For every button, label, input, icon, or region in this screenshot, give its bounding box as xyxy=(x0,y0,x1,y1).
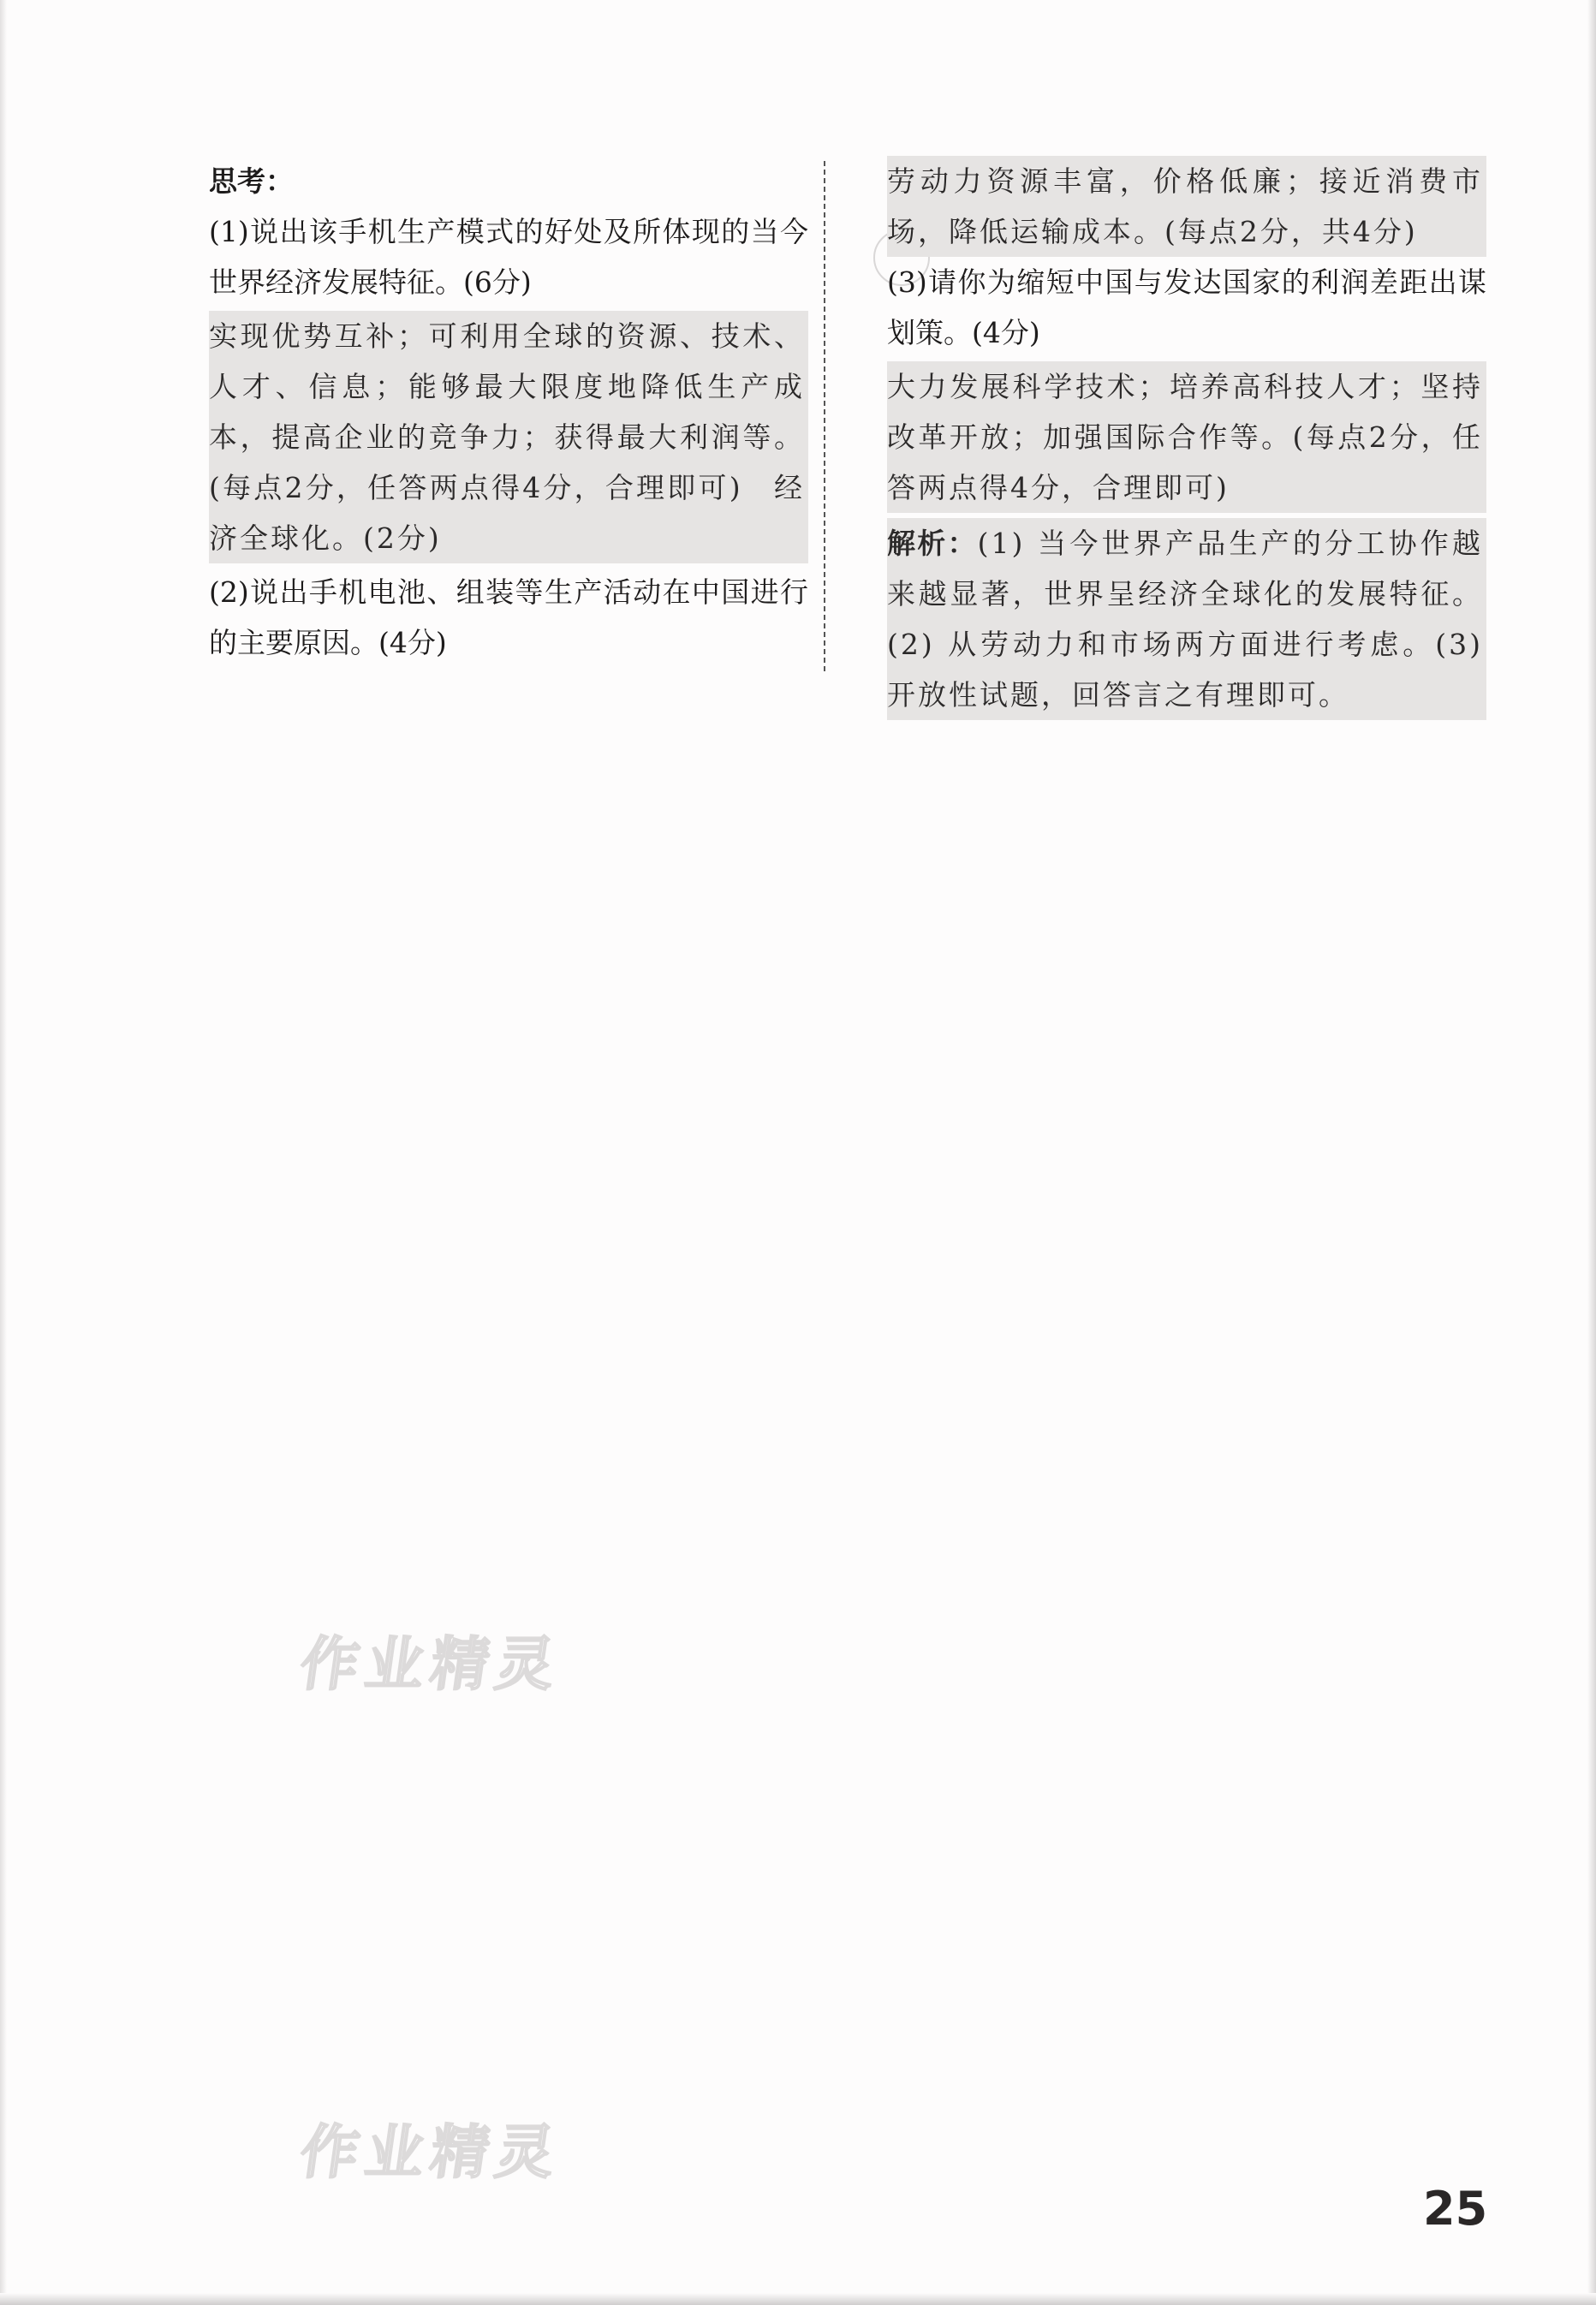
watermark-lower: 作业精灵 xyxy=(295,2119,566,2187)
analysis-text: (1) 当今世界产品生产的分工协作越来越显著，世界呈经济全球化的发展特征。(2) 从劳动力和市场两方面进行考虑。(3) 开放性试题，回答言之有理即可。 xyxy=(887,527,1484,712)
watermark-upper: 作业精灵 xyxy=(295,1631,566,1699)
page-edge-right xyxy=(1587,0,1596,2305)
question-3: (3)请你为缩短中国与发达国家的利润差距出谋划策。(4分) xyxy=(887,265,1486,349)
left-column xyxy=(209,156,808,668)
think-heading: 思考： xyxy=(209,164,294,198)
column-divider xyxy=(824,161,825,671)
question-1: (1)说出该手机生产模式的好处及所体现的当今世界经济发展特征。(6分) xyxy=(209,215,808,299)
analysis-label: 解析： xyxy=(887,527,978,560)
page-edge-bottom xyxy=(0,2293,1596,2305)
answer-1: 实现优势互补；可利用全球的资源、技术、人才、信息；能够最大限度地降低生产成本，提高企业的竞争力；获得最大利润等。(每点2分，任答两点得4分，合理即可) 经济全球化。(2分) xyxy=(209,311,808,563)
page-edge-left xyxy=(0,0,7,2305)
analysis-block xyxy=(887,518,1486,720)
answer-3: 大力发展科学技术；培养高科技人才；坚持改革开放；加强国际合作等。(每点2分，任答两点得4分，合理即可) xyxy=(887,361,1486,513)
page-number: 25 xyxy=(1423,2182,1488,2236)
answer-2: 劳动力资源丰富，价格低廉；接近消费市场，降低运输成本。(每点2分，共4分) xyxy=(887,156,1486,257)
question-2: (2)说出手机电池、组装等生产活动在中国进行的主要原因。(4分) xyxy=(209,575,808,659)
right-column xyxy=(887,156,1486,720)
